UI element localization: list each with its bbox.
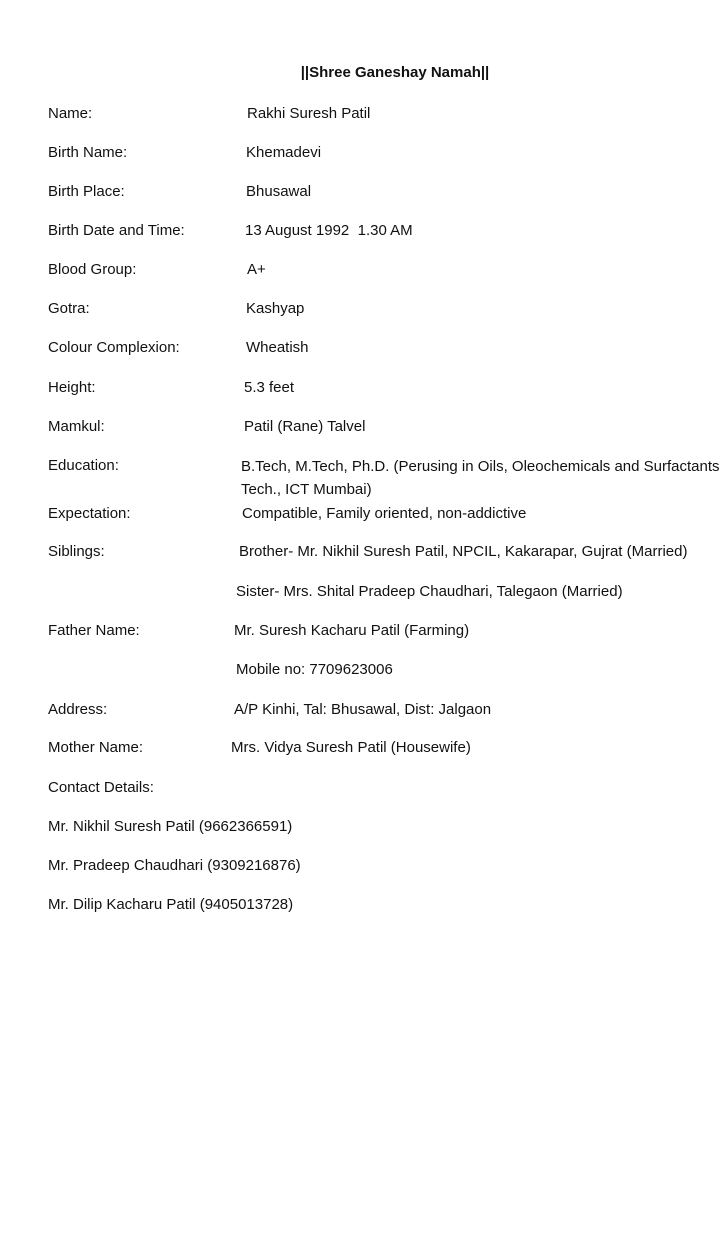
address-label: Address:	[48, 701, 108, 718]
siblings-label: Siblings:	[48, 543, 105, 560]
father-mobile: Mobile no: 7709623006	[236, 661, 393, 678]
siblings-brother: Brother- Mr. Nikhil Suresh Patil, NPCIL, Kakarapar, Gujrat (Married)	[239, 543, 688, 560]
father-name-value: Mr. Suresh Kacharu Patil (Farming)	[234, 622, 470, 639]
mother-name-value: Mrs. Vidya Suresh Patil (Housewife)	[231, 739, 471, 756]
contact-details-label: Contact Details:	[48, 779, 154, 796]
birth-name-value: Khemadevi	[246, 144, 322, 161]
contact-entry: Mr. Nikhil Suresh Patil (9662366591)	[48, 818, 293, 835]
siblings-sister: Sister- Mrs. Shital Pradeep Chaudhari, Talegaon (Married)	[236, 583, 623, 600]
gotra-value: Kashyap	[246, 300, 305, 317]
gotra-label: Gotra:	[48, 300, 90, 317]
education-value: B.Tech, M.Tech, Ph.D. (Perusing in Oils, Oleochemicals and Surfactants Tech., ICT Mumbai)	[241, 458, 720, 498]
name-value: Rakhi Suresh Patil	[247, 105, 371, 122]
expectation-label: Expectation:	[48, 505, 131, 522]
father-name-label: Father Name:	[48, 622, 140, 639]
blood-group-value: A+	[247, 261, 266, 278]
blood-group-label: Blood Group:	[48, 261, 137, 278]
education-label: Education:	[48, 457, 119, 474]
contact-entry: Mr. Dilip Kacharu Patil (9405013728)	[48, 896, 294, 913]
birth-date-time-label: Birth Date and Time:	[48, 222, 185, 239]
mamkul-label: Mamkul:	[48, 418, 105, 435]
height-label: Height:	[48, 379, 96, 396]
address-value: A/P Kinhi, Tal: Bhusawal, Dist: Jalgaon	[234, 701, 492, 718]
height-value: 5.3 feet	[244, 379, 295, 396]
expectation-value: Compatible, Family oriented, non-addictive	[242, 505, 527, 522]
document-title: ||Shree Ganeshay Namah||	[300, 64, 490, 81]
birth-place-label: Birth Place:	[48, 183, 125, 200]
colour-complexion-value: Wheatish	[246, 339, 309, 356]
birth-name-label: Birth Name:	[48, 144, 128, 161]
name-label: Name:	[48, 105, 93, 122]
mother-name-label: Mother Name:	[48, 739, 144, 756]
mamkul-value: Patil (Rane) Talvel	[244, 418, 366, 435]
contact-entry: Mr. Pradeep Chaudhari (9309216876)	[48, 857, 301, 874]
birth-date-time-value: 13 August 1992 1.30 AM	[245, 222, 413, 239]
birth-place-value: Bhusawal	[246, 183, 312, 200]
colour-complexion-label: Colour Complexion:	[48, 339, 180, 356]
